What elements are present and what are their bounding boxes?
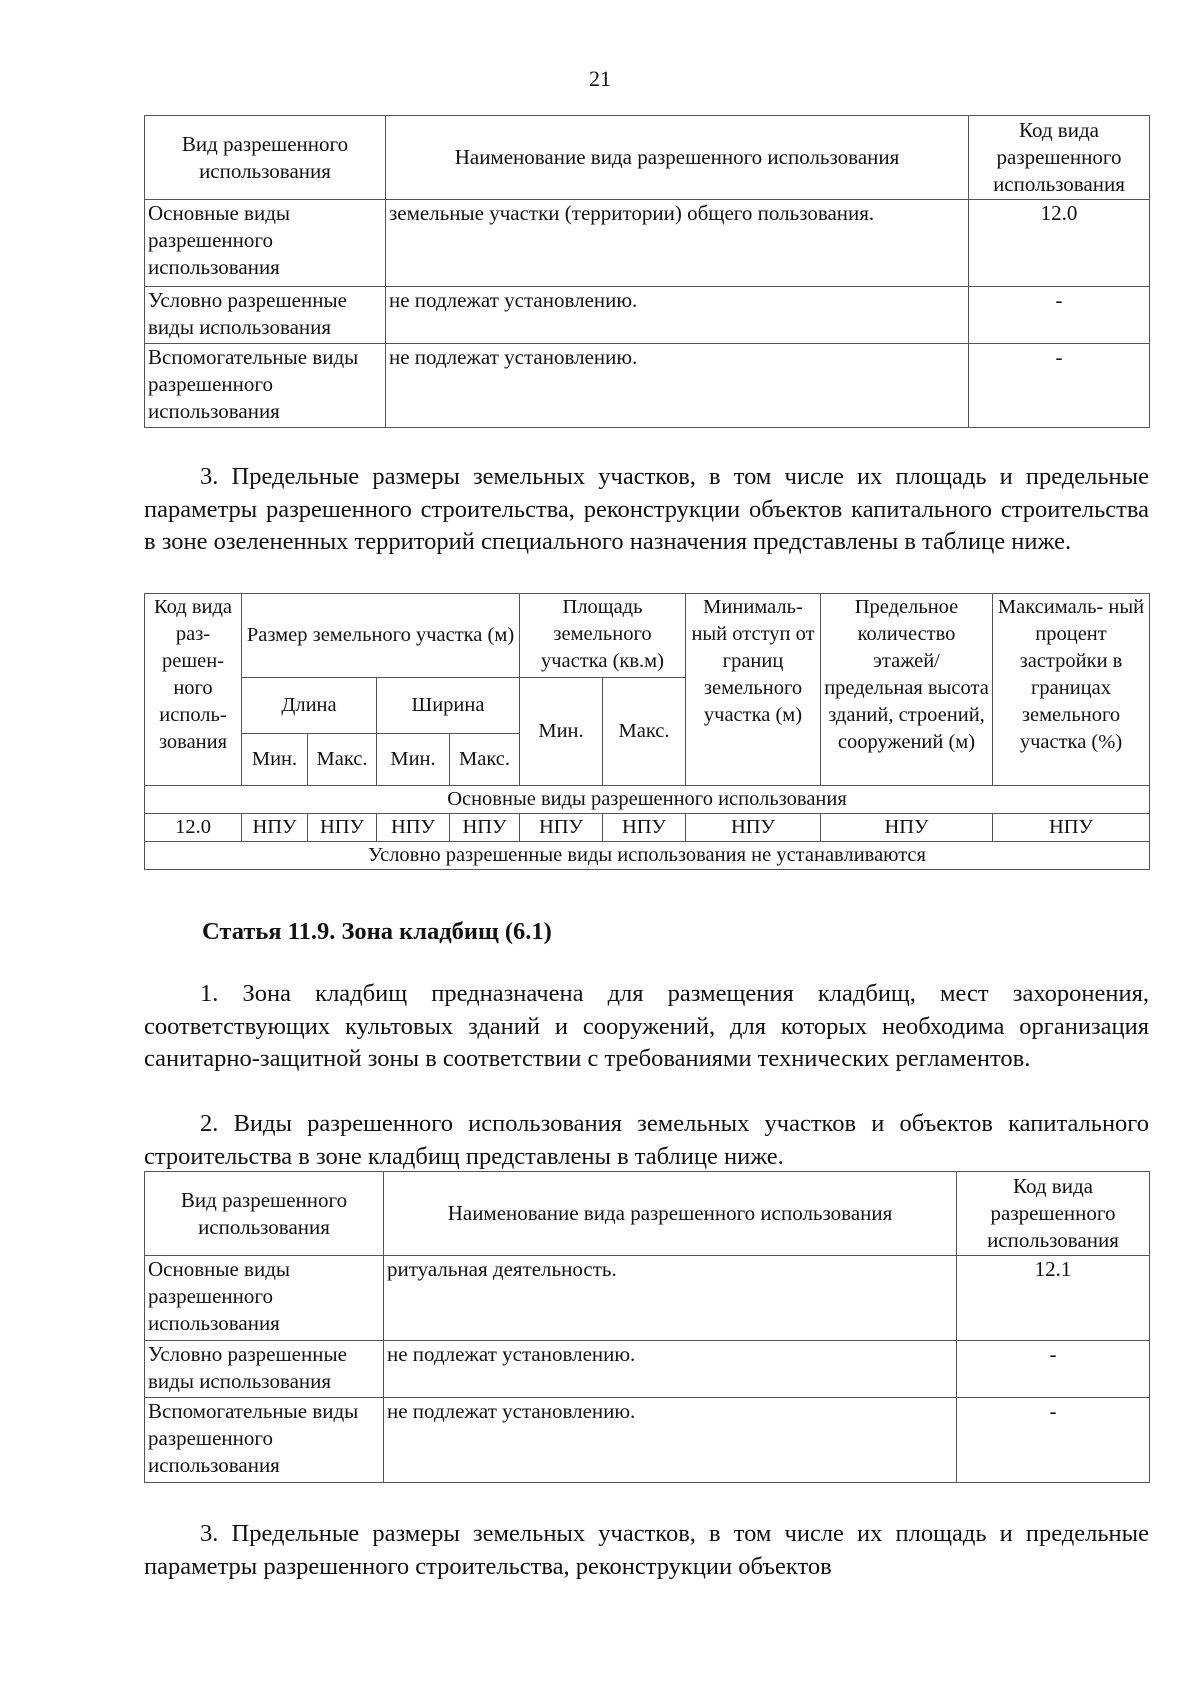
use-name-cell: земельные участки (территории) общего пользования. [386,200,969,287]
use-code-cell: - [969,287,1150,344]
permitted-use-table-1 [144,115,1150,428]
use-code-cell: 12.1 [957,1256,1150,1341]
header-cell: Вид разрешенного использования [145,1172,384,1256]
value-cell: НПУ [821,814,993,842]
header-cell: Наименование вида разрешенного использования [384,1172,957,1256]
table-row [145,344,1150,428]
header-percent: Максималь- ный процент застройки в границах земельного участка (%) [993,594,1150,786]
use-code-cell: - [969,344,1150,428]
value-cell: НПУ [993,814,1150,842]
paragraph-limits-1: 3. Предельные размеры земельных участков, в том числе их площадь и предельные параметры разрешенного строительства, реконструкции объектов капитального строительства в зоне озелененных территорий специального назначения представлены в таблице ниже. [144,463,1149,555]
paragraph-limits-2: 3. Предельные размеры земельных участков, в том числе их площадь и предельные параметры разрешенного строительства, реконструкции объектов [144,1520,1149,1580]
header-size: Размер земельного участка (м) [242,594,520,678]
section-row [145,786,1150,814]
use-name-cell: не подлежат установлению. [384,1341,957,1398]
value-cell: НПУ [308,814,377,842]
use-type-cell: Вспомогательные виды разрешенного использования [145,344,386,428]
table-row [145,200,1150,287]
use-type-cell: Условно разрешенные виды использования [145,1341,384,1398]
table-header-row [145,1172,1150,1256]
footer-note: Условно разрешенные виды использования не устанавливаются [145,842,1150,870]
table-row [145,287,1150,344]
header-cell: Вид разрешенного использования [145,116,386,200]
header-length-min: Мин. [242,734,308,786]
value-cell: 12.0 [145,814,242,842]
section-heading: Статья 11.9. Зона кладбищ (6.1) [202,918,552,945]
value-cell: НПУ [686,814,821,842]
use-name-cell: не подлежат установлению. [386,344,969,428]
use-type-cell: Вспомогательные виды разрешенного использования [145,1398,384,1483]
header-cell: Код вида разрешенного использования [969,116,1150,200]
use-type-cell: Основные виды разрешенного использования [145,1256,384,1341]
table-row [145,814,1150,842]
paragraph-permitted-uses: 2. Виды разрешенного использования земельных участков и объектов капитального строительства в зоне кладбищ представлены в таблице ниже. [144,1110,1149,1170]
use-type-cell: Основные виды разрешенного использования [145,200,386,287]
header-area-min: Мин. [520,678,603,786]
use-code-cell: - [957,1341,1150,1398]
header-width: Ширина [377,678,520,734]
header-cell: Наименование вида разрешенного использования [386,116,969,200]
use-code-cell: 12.0 [969,200,1150,287]
paragraph-zone-purpose: 1. Зона кладбищ предназначена для размещения кладбищ, мест захоронения, соответствующих культовых зданий и сооружений, для которых необходима организация санитарно-защитной зоны в соответствии с требованиями технических регламентов. [144,980,1149,1072]
table-header-row [145,116,1150,200]
header-length-max: Макс. [308,734,377,786]
header-floors: Предельное количество этажей/ предельная высота зданий, строений, сооружений (м) [821,594,993,786]
header-cell: Код вида разрешенного использования [957,1172,1150,1256]
table-row [145,1341,1150,1398]
header-length: Длина [242,678,377,734]
value-cell: НПУ [450,814,520,842]
value-cell: НПУ [242,814,308,842]
table-row [145,1398,1150,1483]
permitted-use-table-2 [144,1171,1150,1483]
use-code-cell: - [957,1398,1150,1483]
value-cell: НПУ [377,814,450,842]
limits-table [144,593,1150,870]
footer-row [145,842,1150,870]
table-header-row [145,594,1150,678]
header-code: Код вида раз- решен- ного исполь- зования [145,594,242,786]
header-offset: Минималь- ный отступ от границ земельного участка (м) [686,594,821,786]
header-area: Площадь земельного участка (кв.м) [520,594,686,678]
header-width-min: Мин. [377,734,450,786]
header-area-max: Макс. [603,678,686,786]
value-cell: НПУ [520,814,603,842]
value-cell: НПУ [603,814,686,842]
section-main-label: Основные виды разрешенного использования [145,786,1150,814]
use-name-cell: не подлежат установлению. [386,287,969,344]
page-number: 21 [589,66,611,91]
use-type-cell: Условно разрешенные виды использования [145,287,386,344]
use-name-cell: ритуальная деятельность. [384,1256,957,1341]
header-width-max: Макс. [450,734,520,786]
table-row [145,1256,1150,1341]
use-name-cell: не подлежат установлению. [384,1398,957,1483]
